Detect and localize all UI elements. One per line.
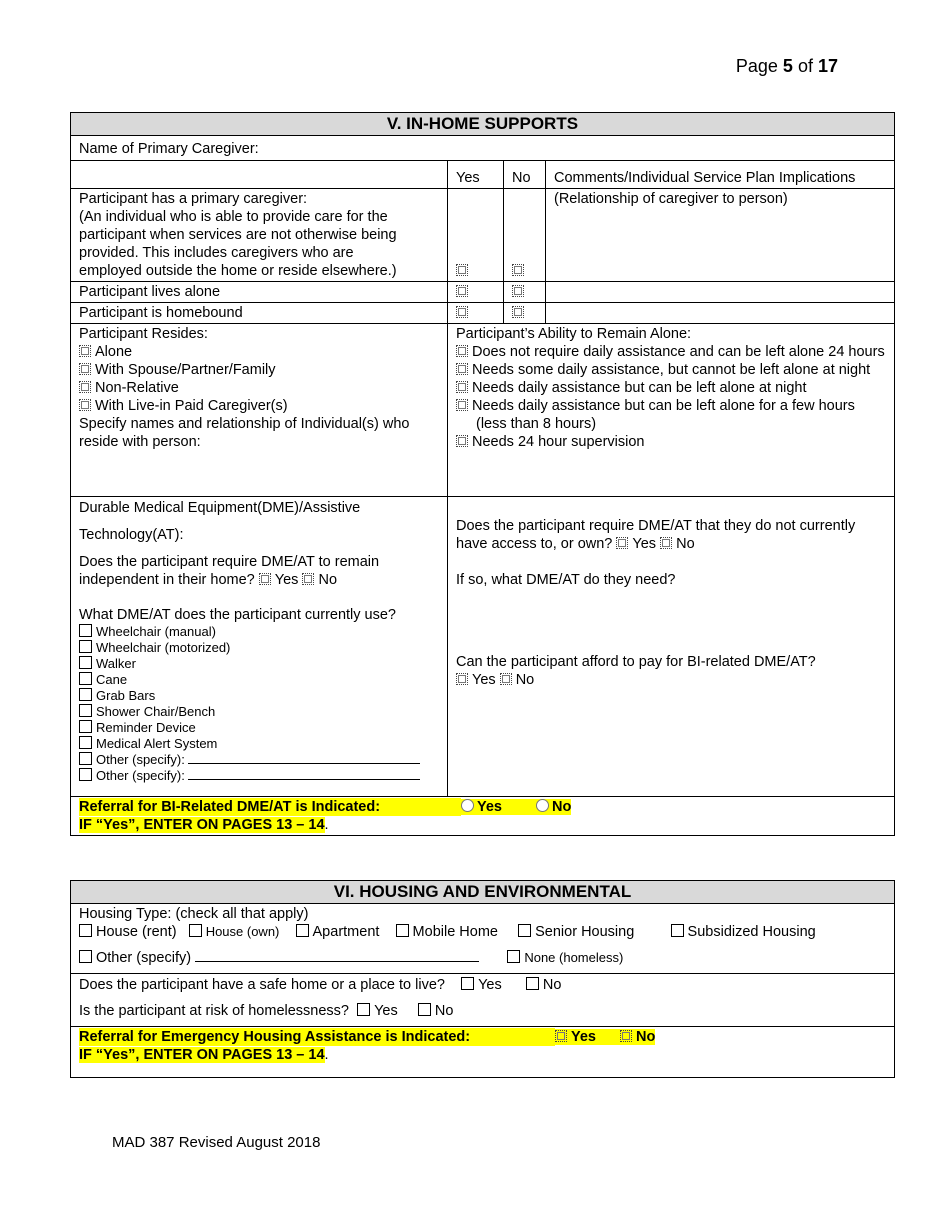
col-no: No	[504, 161, 546, 189]
housing-referral-no-checkbox[interactable]	[620, 1030, 632, 1042]
dme-shower-chair-checkbox[interactable]	[79, 704, 92, 717]
dme-other1-field[interactable]	[188, 763, 420, 764]
risk-no-checkbox[interactable]	[418, 1003, 431, 1016]
dme-wheelchair-motorized-checkbox[interactable]	[79, 640, 92, 653]
dme-left: Durable Medical Equipment(DME)/Assistive Technology(AT): Does the participant require DME/AT to remain independent in their home? Yes No What DME/AT does the participant currently use? Wheelchair (manual) Wheelchair (motorized) Walker Cane Grab Bars Shower Chair/Bench Reminder Device Medical Alert System Other (specify): Other (specify):	[71, 497, 448, 797]
dme-referral-row: Referral for BI-Related DME/AT is Indicated: Yes No IF “Yes”, ENTER ON PAGES 13 – 14.	[71, 797, 895, 836]
homebound-yes-checkbox[interactable]	[456, 306, 468, 318]
housing-table	[70, 880, 895, 1078]
participant-resides: Participant Resides: Alone With Spouse/Partner/Family Non-Relative With Live-in Paid Caregiver(s) Specify names and relationship of Individual(s) who reside with person:	[71, 324, 448, 497]
homelessness-questions: Does the participant have a safe home or a place to live? Yes No Is the participant at risk of homelessness? Yes No	[71, 974, 895, 1027]
ability-option-1-checkbox[interactable]	[456, 345, 468, 357]
primary-caregiver-question: Participant has a primary caregiver: (An individual who is able to provide care for the participant when services are not otherwise being provided. This includes caregivers who are employed outside the home or reside elsewhere.)	[71, 189, 448, 282]
resides-paid-caregiver-checkbox[interactable]	[79, 399, 91, 411]
footer-revision: MAD 387 Revised August 2018	[112, 1134, 321, 1151]
dme-referral-yes-radio[interactable]	[461, 799, 474, 812]
dme-require-yes-checkbox[interactable]	[259, 573, 271, 585]
caregiver-no-checkbox[interactable]	[512, 264, 524, 276]
housing-referral-yes-checkbox[interactable]	[555, 1030, 567, 1042]
housing-referral-row: Referral for Emergency Housing Assistance is Indicated: Yes No IF “Yes”, ENTER ON PAGES 13 – 14.	[71, 1027, 895, 1078]
section-title: V. IN-HOME SUPPORTS	[71, 113, 895, 136]
resides-alone-checkbox[interactable]	[79, 345, 91, 357]
dme-walker-checkbox[interactable]	[79, 656, 92, 669]
other-housing-field[interactable]	[195, 961, 479, 962]
homebound-question: Participant is homebound	[71, 303, 448, 324]
none-homeless-checkbox[interactable]	[507, 950, 520, 963]
ability-option-2-checkbox[interactable]	[456, 363, 468, 375]
house-own-checkbox[interactable]	[189, 924, 202, 937]
lives-alone-no-checkbox[interactable]	[512, 285, 524, 297]
caregiver-yes-checkbox[interactable]	[456, 264, 468, 276]
dme-afford-yes-checkbox[interactable]	[456, 673, 468, 685]
resides-family-checkbox[interactable]	[79, 363, 91, 375]
senior-housing-checkbox[interactable]	[518, 924, 531, 937]
dme-grab-bars-checkbox[interactable]	[79, 688, 92, 701]
page-number: Page 5 of 17	[735, 56, 838, 76]
housing-type: Housing Type: (check all that apply) House (rent) House (own) Apartment Mobile Home Senior Housing Subsidized Housing Other (specify) None (homeless)	[71, 904, 895, 974]
caregiver-name-field[interactable]: Name of Primary Caregiver:	[71, 136, 895, 161]
in-home-supports-table	[70, 112, 895, 836]
risk-yes-checkbox[interactable]	[357, 1003, 370, 1016]
ability-to-remain-alone: Participant’s Ability to Remain Alone: Does not require daily assistance and can be left alone 24 hours Needs some daily assistance, but cannot be left alone at night Needs daily assistance but can be left alone at night Needs daily assistance but can be left alone for a few hours (less than 8 hours) Needs 24 hour supervision	[448, 324, 895, 497]
dme-cane-checkbox[interactable]	[79, 672, 92, 685]
col-yes: Yes	[448, 161, 504, 189]
dme-right: Does the participant require DME/AT that they do not currently have access to, or own? Yes No If so, what DME/AT do they need? Can the participant afford to pay for BI-related DME/AT? Yes No	[448, 497, 895, 797]
dme-reminder-device-checkbox[interactable]	[79, 720, 92, 733]
dme-access-yes-checkbox[interactable]	[616, 537, 628, 549]
ability-option-4-checkbox[interactable]	[456, 399, 468, 411]
homebound-no-checkbox[interactable]	[512, 306, 524, 318]
lives-alone-comment[interactable]	[546, 282, 895, 303]
dme-afford-no-checkbox[interactable]	[500, 673, 512, 685]
safe-home-yes-checkbox[interactable]	[461, 977, 474, 990]
lives-alone-question: Participant lives alone	[71, 282, 448, 303]
lives-alone-yes-checkbox[interactable]	[456, 285, 468, 297]
dme-other2-field[interactable]	[188, 779, 420, 780]
dme-medical-alert-checkbox[interactable]	[79, 736, 92, 749]
caregiver-comment[interactable]: (Relationship of caregiver to person)	[546, 189, 895, 282]
dme-wheelchair-manual-checkbox[interactable]	[79, 624, 92, 637]
ability-option-5-checkbox[interactable]	[456, 435, 468, 447]
safe-home-no-checkbox[interactable]	[526, 977, 539, 990]
dme-other1-checkbox[interactable]	[79, 752, 92, 765]
ability-option-3-checkbox[interactable]	[456, 381, 468, 393]
mobile-home-checkbox[interactable]	[396, 924, 409, 937]
other-housing-checkbox[interactable]	[79, 950, 92, 963]
col-comments: Comments/Individual Service Plan Implications	[546, 161, 895, 189]
subsidized-housing-checkbox[interactable]	[671, 924, 684, 937]
house-rent-checkbox[interactable]	[79, 924, 92, 937]
apartment-checkbox[interactable]	[296, 924, 309, 937]
section-title: VI. HOUSING AND ENVIRONMENTAL	[71, 881, 895, 904]
dme-access-no-checkbox[interactable]	[660, 537, 672, 549]
dme-require-no-checkbox[interactable]	[302, 573, 314, 585]
resides-nonrelative-checkbox[interactable]	[79, 381, 91, 393]
homebound-comment[interactable]	[546, 303, 895, 324]
dme-referral-no-radio[interactable]	[536, 799, 549, 812]
dme-other2-checkbox[interactable]	[79, 768, 92, 781]
